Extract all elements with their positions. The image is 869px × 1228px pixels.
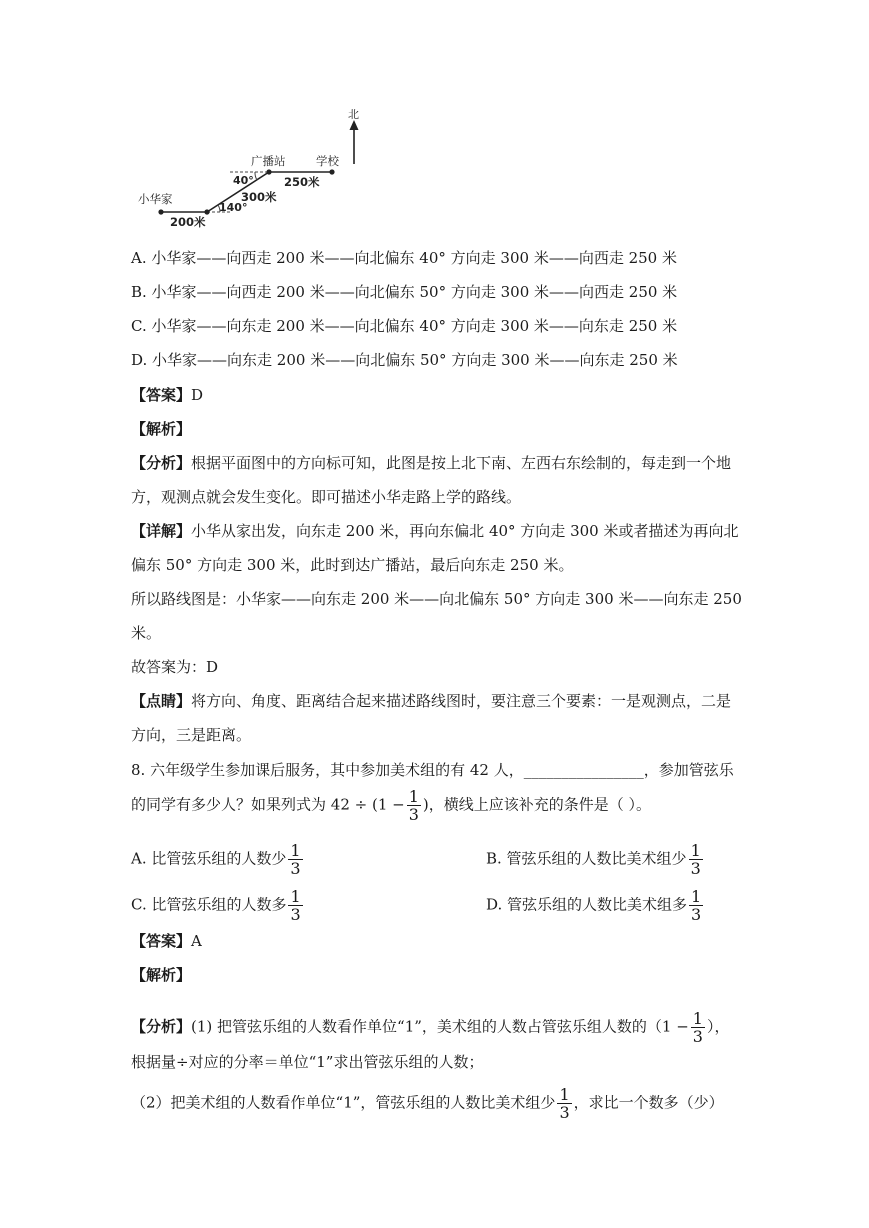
q8-answer (131, 931, 202, 951)
point-home (158, 209, 163, 214)
q7-route-line2: 米。 (131, 624, 162, 642)
fenxi-text-part3: （2）把美术组的人数看作单位“1”，管弦乐组的人数比美术组少 (131, 1093, 556, 1112)
answer-label: 【答案】 (131, 932, 192, 950)
q8-option-c (131, 888, 305, 923)
label-angle-140: 140° (219, 201, 248, 214)
q8-analysis-label: 【解析】 (131, 966, 192, 984)
dianjing-label: 【点睛】 (131, 692, 192, 710)
route-diagram (130, 108, 370, 234)
north-label: 北 (348, 108, 359, 121)
fenxi-label: 【分析】 (131, 1017, 192, 1036)
fraction-one-third (288, 888, 302, 923)
fraction-one-third (288, 842, 302, 877)
label-home: 小华家 (138, 192, 173, 206)
q7-analysis-label: 【解析】 (131, 420, 192, 438)
fraction-denominator: 3 (290, 859, 301, 878)
q7-xiangjie-line1 (131, 521, 738, 541)
option-d-text: D. 管弦乐组的人数比美术组多 (486, 895, 688, 914)
label-dist-250: 250米 (284, 175, 320, 189)
q8-stem-part2: )，横线上应该补充的条件是（ ）。 (422, 795, 652, 814)
fraction-numerator: 1 (408, 787, 419, 806)
angle-arc-top (255, 172, 257, 180)
fraction-numerator: 1 (290, 841, 301, 860)
answer-value: A (191, 932, 202, 950)
label-school: 学校 (316, 154, 339, 168)
option-a-text: A. 比管弦乐组的人数少 (131, 849, 287, 868)
q8-fenxi-line3 (131, 1086, 724, 1121)
fraction-one-third (689, 842, 703, 877)
fraction-one-third (689, 888, 703, 923)
fraction-one-third (557, 1086, 571, 1121)
q7-fenxi-line1 (131, 453, 731, 473)
q8-option-b (486, 842, 705, 877)
fraction-numerator: 1 (690, 841, 701, 860)
fenxi-text-part4: ，求比一个数多（少） (573, 1093, 724, 1112)
fraction-numerator: 1 (691, 887, 702, 906)
q7-fenxi-line2: 方，观测点就会发生变化。即可描述小华走路上学的路线。 (131, 488, 522, 506)
fenxi-text: 根据平面图中的方向标可知，此图是按上北下南、左西右东绘制的，每走到一个地 (191, 454, 732, 472)
q8-stem-line2 (131, 788, 651, 823)
point-station (266, 169, 271, 174)
q7-dianjing-line1 (131, 691, 731, 711)
q7-option-c: C. 小华家——向东走 200 米——向北偏东 40° 方向走 300 米——向东走 250 米 (131, 317, 678, 335)
fraction-denominator: 3 (290, 905, 301, 924)
fraction-denominator: 3 (692, 1027, 703, 1046)
answer-value: D (191, 386, 204, 404)
fraction-numerator: 1 (290, 887, 301, 906)
label-station: 广播站 (251, 154, 286, 168)
fraction-denominator: 3 (408, 805, 419, 824)
q7-dianjing-line2: 方向，三是距离。 (131, 726, 252, 744)
q8-option-a (131, 842, 305, 877)
north-arrow-head (350, 120, 359, 130)
q8-fenxi-line2: 根据量÷对应的分率＝单位“1”求出管弦乐组的人数； (131, 1053, 484, 1071)
xiangjie-label: 【详解】 (131, 522, 192, 540)
fraction-denominator: 3 (691, 905, 702, 924)
fraction-one-third (407, 788, 421, 823)
q7-xiangjie-line2: 偏东 50° 方向走 300 米，此时到达广播站，最后向东走 250 米。 (131, 556, 574, 574)
q8-fenxi-line1 (131, 1010, 730, 1045)
q7-option-b: B. 小华家——向西走 200 米——向北偏东 50° 方向走 300 米——向西走 250 米 (131, 283, 678, 301)
fenxi-label: 【分析】 (131, 454, 192, 472)
point-turn (204, 209, 209, 214)
q7-answer (131, 385, 203, 405)
point-school (329, 169, 334, 174)
label-dist-200: 200米 (170, 215, 206, 229)
q7-option-d: D. 小华家——向东走 200 米——向北偏东 50° 方向走 300 米——向东走 250 米 (131, 351, 678, 369)
q7-option-a: A. 小华家——向西走 200 米——向北偏东 40° 方向走 300 米——向西走 250 米 (131, 249, 677, 267)
fraction-numerator: 1 (692, 1009, 703, 1028)
option-c-text: C. 比管弦乐组的人数多 (131, 895, 287, 914)
q8-stem-line1: 8. 六年级学生参加课后服务，其中参加美术组的有 42 人，________________，参加管弦乐 (131, 761, 734, 779)
xiangjie-text: 小华从家出发，向东走 200 米，再向东偏北 40° 方向走 300 米或者描述为再向北 (191, 522, 739, 540)
fenxi-text-part1: (1) 把管弦乐组的人数看作单位“1”，美术组的人数占管弦乐组人数的（1 − (191, 1017, 689, 1036)
dianjing-text: 将方向、角度、距离结合起来描述路线图时，要注意三个要素：一是观测点，二是 (191, 692, 732, 710)
fraction-denominator: 3 (690, 859, 701, 878)
fraction-numerator: 1 (559, 1085, 570, 1104)
q8-option-d (486, 888, 705, 923)
q8-stem-part1: 的同学有多少人？如果列式为 42 ÷ (1 − (131, 795, 405, 814)
fraction-one-third (691, 1010, 705, 1045)
option-b-text: B. 管弦乐组的人数比美术组少 (486, 849, 687, 868)
fenxi-text-part2: ）， (706, 1017, 730, 1036)
answer-label: 【答案】 (131, 386, 192, 404)
q7-final-answer: 故答案为：D (131, 658, 219, 676)
label-dist-300: 300米 (241, 190, 277, 204)
label-angle-40: 40° (233, 174, 254, 187)
q7-route-line1: 所以路线图是：小华家——向东走 200 米——向北偏东 50° 方向走 300 米——向东走 250 (131, 590, 742, 608)
fraction-denominator: 3 (559, 1103, 570, 1122)
